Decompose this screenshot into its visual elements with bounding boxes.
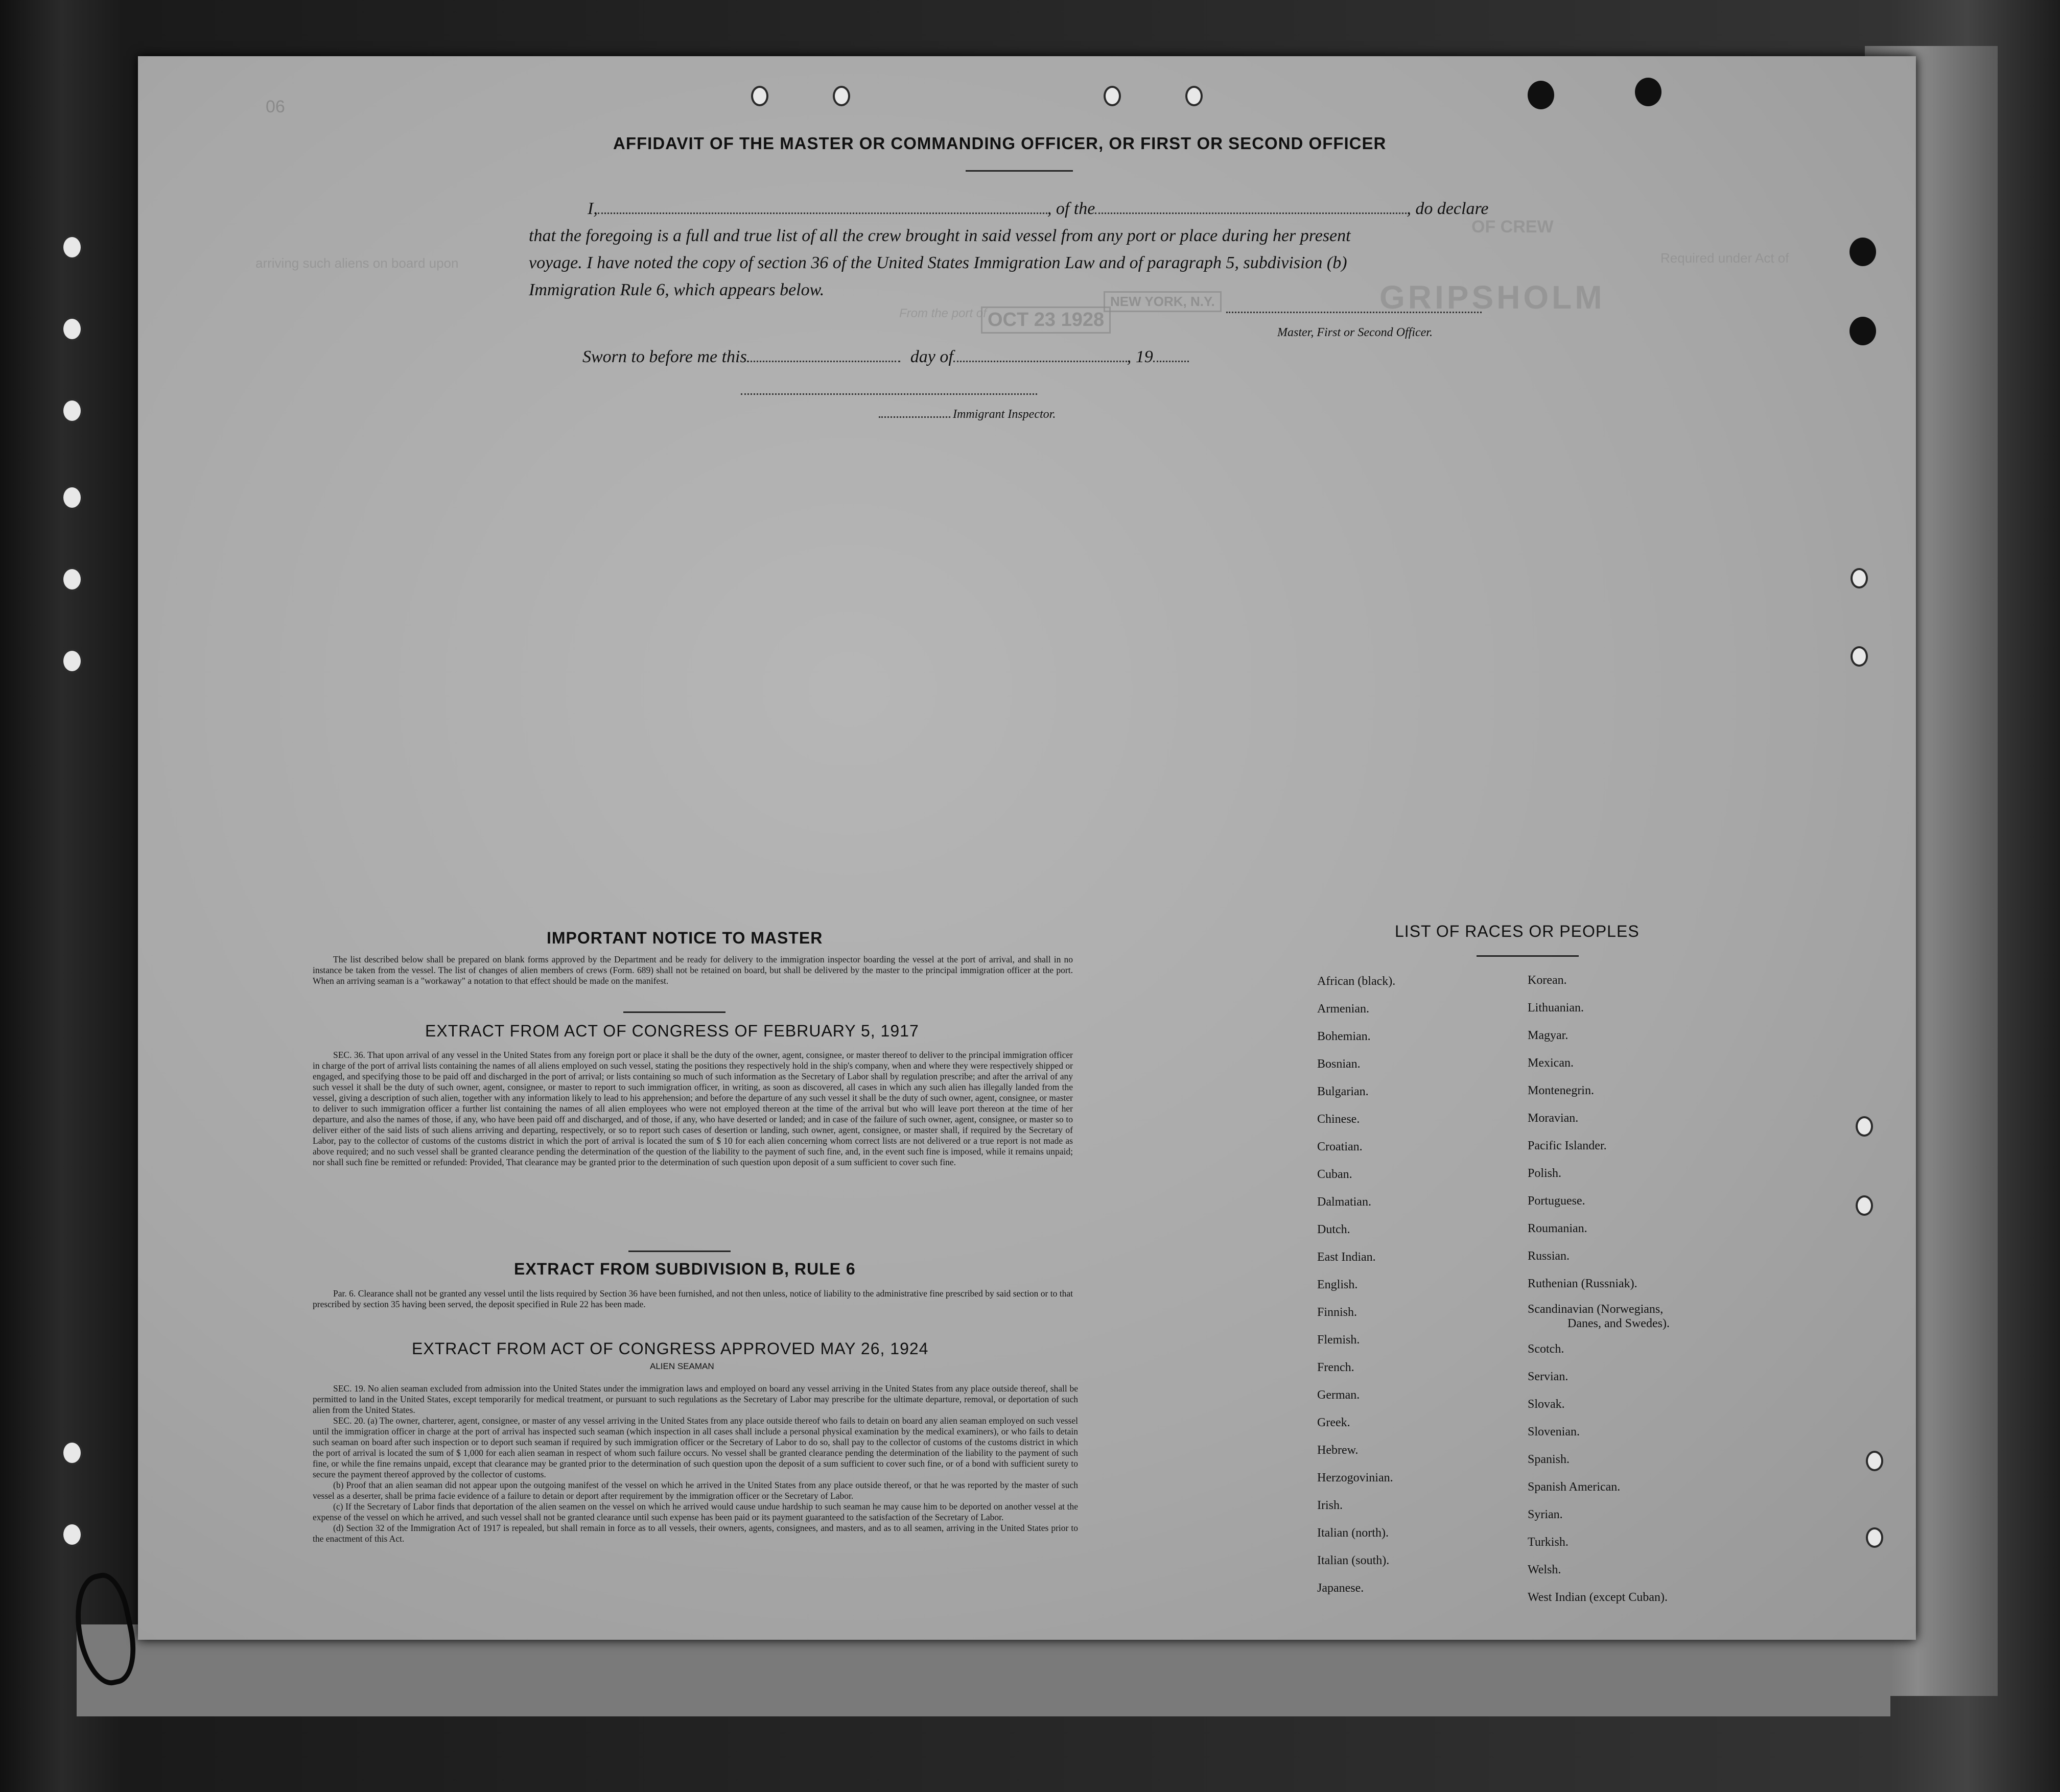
race-item: Italian (south). — [1317, 1554, 1390, 1567]
master-signature-label: Master, First or Second Officer. — [1277, 326, 1433, 339]
top-punch-hole — [1104, 86, 1121, 106]
affidavit-line-3: voyage. I have noted the copy of section 36 of the United States Immigration Law and of paragraph 5, subdivision (b) — [529, 253, 1347, 272]
bleed-through-arriving: arriving such aliens on board upon — [255, 255, 459, 271]
race-item: Scotch. — [1528, 1342, 1564, 1356]
year-label: , 19 — [1127, 347, 1153, 366]
bleed-through-crew-title: OF CREW — [1471, 217, 1554, 237]
sworn-line — [582, 347, 1189, 367]
extract-rule6-title: EXTRACT FROM SUBDIVISION B, RULE 6 — [514, 1260, 856, 1278]
punch-hole — [1866, 1451, 1883, 1471]
par-6-paragraph: Par. 6. Clearance shall not be granted any vessel until the lists required by Section 36 have been furnished, and not then unless, notice of liability to the administrative fine prescribed by said section or to that prescribed by section 35 having been served, the deposit specified in Rule 22 has been made. — [313, 1288, 1073, 1309]
punch-hole — [1856, 1195, 1873, 1216]
race-item: Dalmatian. — [1317, 1195, 1371, 1209]
inspector-signature-line[interactable] — [741, 393, 1037, 395]
race-item: German. — [1317, 1388, 1360, 1402]
extract-1924-title: EXTRACT FROM ACT OF CONGRESS APPROVED MAY 26, 1924 — [412, 1339, 929, 1358]
of-the-label: , of the — [1047, 199, 1095, 218]
race-item: Mexican. — [1528, 1056, 1574, 1070]
notice-title: IMPORTANT NOTICE TO MASTER — [547, 929, 823, 947]
top-punch-hole — [1528, 81, 1554, 109]
race-item: Dutch. — [1317, 1223, 1350, 1236]
extract-1917-title: EXTRACT FROM ACT OF CONGRESS OF FEBRUARY 5, 1917 — [425, 1022, 919, 1040]
race-item: Japanese. — [1317, 1582, 1364, 1595]
race-item: Polish. — [1528, 1167, 1562, 1180]
race-item: Pacific Islander. — [1528, 1139, 1607, 1152]
race-item: Herzogovinian. — [1317, 1471, 1393, 1484]
punch-hole — [1866, 1527, 1883, 1548]
race-item-line: Danes, and Swedes). — [1567, 1317, 1670, 1330]
sworn-year-field[interactable] — [1153, 361, 1189, 362]
page-number: 06 — [266, 97, 285, 116]
race-item: Korean. — [1528, 974, 1567, 987]
binding-hole — [61, 317, 83, 341]
race-item: French. — [1317, 1361, 1354, 1374]
sec-19-paragraph: SEC. 19. No alien seaman excluded from admission into the United States under the immigration laws and employed on board any vessel arriving in the United States from any place outside thereof, shall be permitted to land in the United States, except temporarily for medical treatment, or pursuant to such regulations as the Secretary of Labor may prescribe for the ultimate departure, removal, or deportation of such alien from the United States. — [313, 1383, 1078, 1415]
affidavit-line-1 — [588, 199, 1489, 219]
binding-hole — [61, 567, 83, 592]
bleed-through-port-stamp: NEW YORK, N.Y. — [1104, 291, 1222, 312]
race-item: Portuguese. — [1528, 1194, 1585, 1208]
binding-hole — [61, 235, 83, 260]
race-item: Servian. — [1528, 1370, 1569, 1383]
punch-hole — [1856, 1116, 1873, 1137]
binding-hole — [61, 1522, 83, 1547]
race-item: Spanish American. — [1528, 1480, 1621, 1494]
affidavit-line-4: Immigration Rule 6, which appears below. — [529, 280, 825, 299]
race-item: Ruthenian (Russniak). — [1528, 1277, 1637, 1290]
punch-hole — [1851, 646, 1868, 667]
punch-hole — [1850, 317, 1876, 345]
bleed-through-required: Required under Act of — [1660, 250, 1789, 266]
top-punch-hole — [1185, 86, 1203, 106]
races-title: LIST OF RACES OR PEOPLES — [1395, 922, 1640, 940]
race-item: Finnish. — [1317, 1306, 1357, 1319]
race-item: Slovenian. — [1528, 1425, 1580, 1439]
bleed-through-ship-name: GRIPSHOLM — [1379, 279, 1605, 316]
race-item: Croatian. — [1317, 1140, 1363, 1153]
punch-hole — [1851, 568, 1868, 588]
race-item: Montenegrin. — [1528, 1084, 1594, 1097]
extract-1917-text — [313, 1050, 1073, 1168]
inspector-signature-line-2[interactable] — [879, 416, 950, 418]
notice-text — [313, 954, 1073, 986]
sworn-month-field[interactable] — [953, 361, 1127, 362]
race-item: Armenian. — [1317, 1002, 1369, 1016]
master-signature-line[interactable] — [1226, 312, 1482, 313]
inspector-label: Immigrant Inspector. — [953, 408, 1056, 421]
race-item: Flemish. — [1317, 1333, 1360, 1347]
race-item: Syrian. — [1528, 1508, 1563, 1521]
race-item: Greek. — [1317, 1416, 1350, 1429]
declarant-prefix: I, — [588, 199, 598, 218]
extract-1924-subtitle: ALIEN SEAMAN — [650, 1361, 714, 1371]
race-item: Chinese. — [1317, 1113, 1360, 1126]
declarant-name-field[interactable] — [598, 213, 1047, 214]
race-item: Turkish. — [1528, 1536, 1569, 1549]
race-item: Welsh. — [1528, 1563, 1561, 1576]
binding-hole — [61, 485, 83, 510]
top-punch-hole — [1635, 78, 1661, 106]
punch-hole — [1850, 238, 1876, 266]
race-item: Moravian. — [1528, 1112, 1579, 1125]
race-item: Roumanian. — [1528, 1222, 1587, 1235]
sec-20b-paragraph: (b) Proof that an alien seaman did not appear upon the outgoing manifest of the vessel on which he arrived in the United States from any place outside thereof, or that he was reported by the master of such vessel as a deserter, shall be prima facie evidence of a failure to detain or deport after requirement by the immigration officer or the Secretary of Labor. — [313, 1480, 1078, 1501]
race-item: English. — [1317, 1278, 1358, 1291]
sec-36-paragraph: SEC. 36. That upon arrival of any vessel in the United States from any foreign port or place it shall be the duty of the owner, agent, consignee, or master thereof to deliver to the principal immigration officer in charge of the port of arrival lists containing the names of all aliens employed on such vessel, stating the positions they respectively hold in the ship's company, when and where they were respectively shipped or engaged, and specifying those to be paid off and discharged in the port of arrival; or lists containing so much of such information as the Secretary of Labor shall by regulation prescribe; and after the arrival of any such vessel it shall be the duty of such owner, agent, consignee, or master to report to such immigration officer, in writing, as soon as discovered, all cases in which any such alien has illegally landed from the vessel, giving a description of such alien, together with any information likely to lead to his apprehension; and before the departure of any such vessel it shall be the duty of such owner, agent, consignee, or master to deliver to such immigration officer a further list containing the names of all alien employees who were not employed thereon at the time of the arrival but who will leave port thereon at the time of her departure, and also the names of those, if any, who have been paid off and discharged, and of those, if any, who have deserted or landed; and in case of the failure of such owner, agent, consignee, or master so to deliver either of the said lists of such aliens arriving and departing, respectively, or so to report such cases of desertion or landing, such owner, agent, consignee, or master shall, if required by the Secretary of Labor, pay to the collector of customs of the customs district in which the port of arrival is located the sum of $ 10 for each alien concerning whom correct lists are not delivered or a true report is not made as above required; and no such vessel shall be granted clearance pending the determination of the question of the liability to the payment of such fine, and, in the event such fine is imposed, while it remains unpaid; nor shall such fine be remitted or refunded: Provided, That clearance may be granted prior to the determination of such question upon deposit of a sum sufficient to cover such fine. — [313, 1050, 1073, 1167]
binding-hole — [61, 398, 83, 423]
race-item: East Indian. — [1317, 1251, 1376, 1264]
title-divider — [966, 170, 1073, 172]
sec-20c-paragraph: (c) If the Secretary of Labor finds that deportation of the alien seamen on the vessel on which he arrived would cause undue hardship to such seaman he may cause him to be deported on another vessel at the expense of the vessel on which he arrived, and such vessel shall not be granted clearance until such expense has been paid or its payment guaranteed to the satisfaction of the Secretary of Labor. — [313, 1501, 1078, 1522]
race-item: Bulgarian. — [1317, 1085, 1369, 1098]
races-right-column — [1528, 966, 1670, 1611]
race-item: African (black). — [1317, 975, 1396, 988]
races-divider — [1477, 955, 1579, 957]
extract-1924-text — [313, 1383, 1078, 1544]
race-item: Cuban. — [1317, 1168, 1352, 1181]
bleed-through-date-stamp: OCT 23 1928 — [981, 306, 1111, 334]
notice-paragraph: The list described below shall be prepared on blank forms approved by the Department and be ready for delivery to the immigration inspector boarding the vessel at the port of arrival, and shall in no instance be taken from the vessel. The list of changes of alien members of crews (Form. 689) shall not be retained on board, but shall be delivered by the master to the principal immigration officer at the port. When an arriving seaman is a "workaway" a notation to that effect should be made on the manifest. — [313, 954, 1073, 986]
race-item: Bohemian. — [1317, 1030, 1371, 1043]
race-item: Irish. — [1317, 1499, 1343, 1512]
sec-20d-paragraph: (d) Section 32 of the Immigration Act of 1917 is repealed, but shall remain in force as to all vessels, their owners, agents, consignees, and masters, and as to all seamen, arriving in the United States prior to the enactment of this Act. — [313, 1523, 1078, 1544]
binding-hole — [61, 1441, 83, 1465]
race-item: Magyar. — [1528, 1029, 1569, 1042]
affidavit-line-2: that the foregoing is a full and true list of all the crew brought in said vessel from any port or place during her present — [529, 226, 1351, 245]
race-item: Italian (north). — [1317, 1526, 1389, 1540]
race-item: Russian. — [1528, 1249, 1570, 1263]
sworn-prefix: Sworn to before me this — [582, 347, 747, 366]
bleed-through-from-port: From the port of — [899, 306, 987, 320]
sec-20a-paragraph: SEC. 20. (a) The owner, charterer, agent, consignee, or master of any vessel arriving in the United States from any place outside thereof who fails to detain on board any alien seaman employed on such vessel until the immigration officer in charge at the port of arrival has inspected such seaman (which inspection in all cases shall include a personal physical examination by the medical examiners), or who fails to detain such seaman on board after such inspection or to deport such seaman if required by such immigration officer or the Secretary of Labor to do so, shall pay to the collector of customs of the customs district in which the port of arrival is located the sum of $ 1,000 for each alien seaman in respect of whom such failure occurs. No vessel shall be granted clearance pending the determination of the liability to the payment of such fine, or while the fine remains unpaid, except that clearance may be granted prior to the determination of such question upon the deposit of a sum sufficient to cover such fine, or of a bond with sufficient surety to secure the payment thereof approved by the collector of customs. — [313, 1416, 1078, 1479]
top-punch-hole — [833, 86, 850, 106]
races-left-column — [1317, 968, 1395, 1602]
extract-rule6-text — [313, 1288, 1073, 1310]
vessel-field[interactable] — [1095, 213, 1407, 214]
top-punch-hole — [751, 86, 768, 106]
day-of-label: day of — [910, 347, 953, 366]
extract-1917-divider — [628, 1251, 731, 1252]
affidavit-title: AFFIDAVIT OF THE MASTER OR COMMANDING OFFICER, OR FIRST OR SECOND OFFICER — [613, 134, 1387, 153]
notice-divider — [623, 1011, 725, 1013]
binding-hole — [61, 649, 83, 673]
declare-label: , do declare — [1407, 199, 1489, 218]
race-item-line: Scandinavian (Norwegians, — [1528, 1303, 1664, 1316]
race-item: Lithuanian. — [1528, 1001, 1584, 1015]
race-item: Bosnian. — [1317, 1057, 1361, 1071]
race-item — [1528, 1298, 1670, 1335]
race-item: West Indian (except Cuban). — [1528, 1591, 1668, 1604]
race-item: Spanish. — [1528, 1453, 1570, 1466]
race-item: Slovak. — [1528, 1398, 1565, 1411]
sworn-day-field[interactable] — [747, 361, 900, 362]
race-item: Hebrew. — [1317, 1444, 1359, 1457]
